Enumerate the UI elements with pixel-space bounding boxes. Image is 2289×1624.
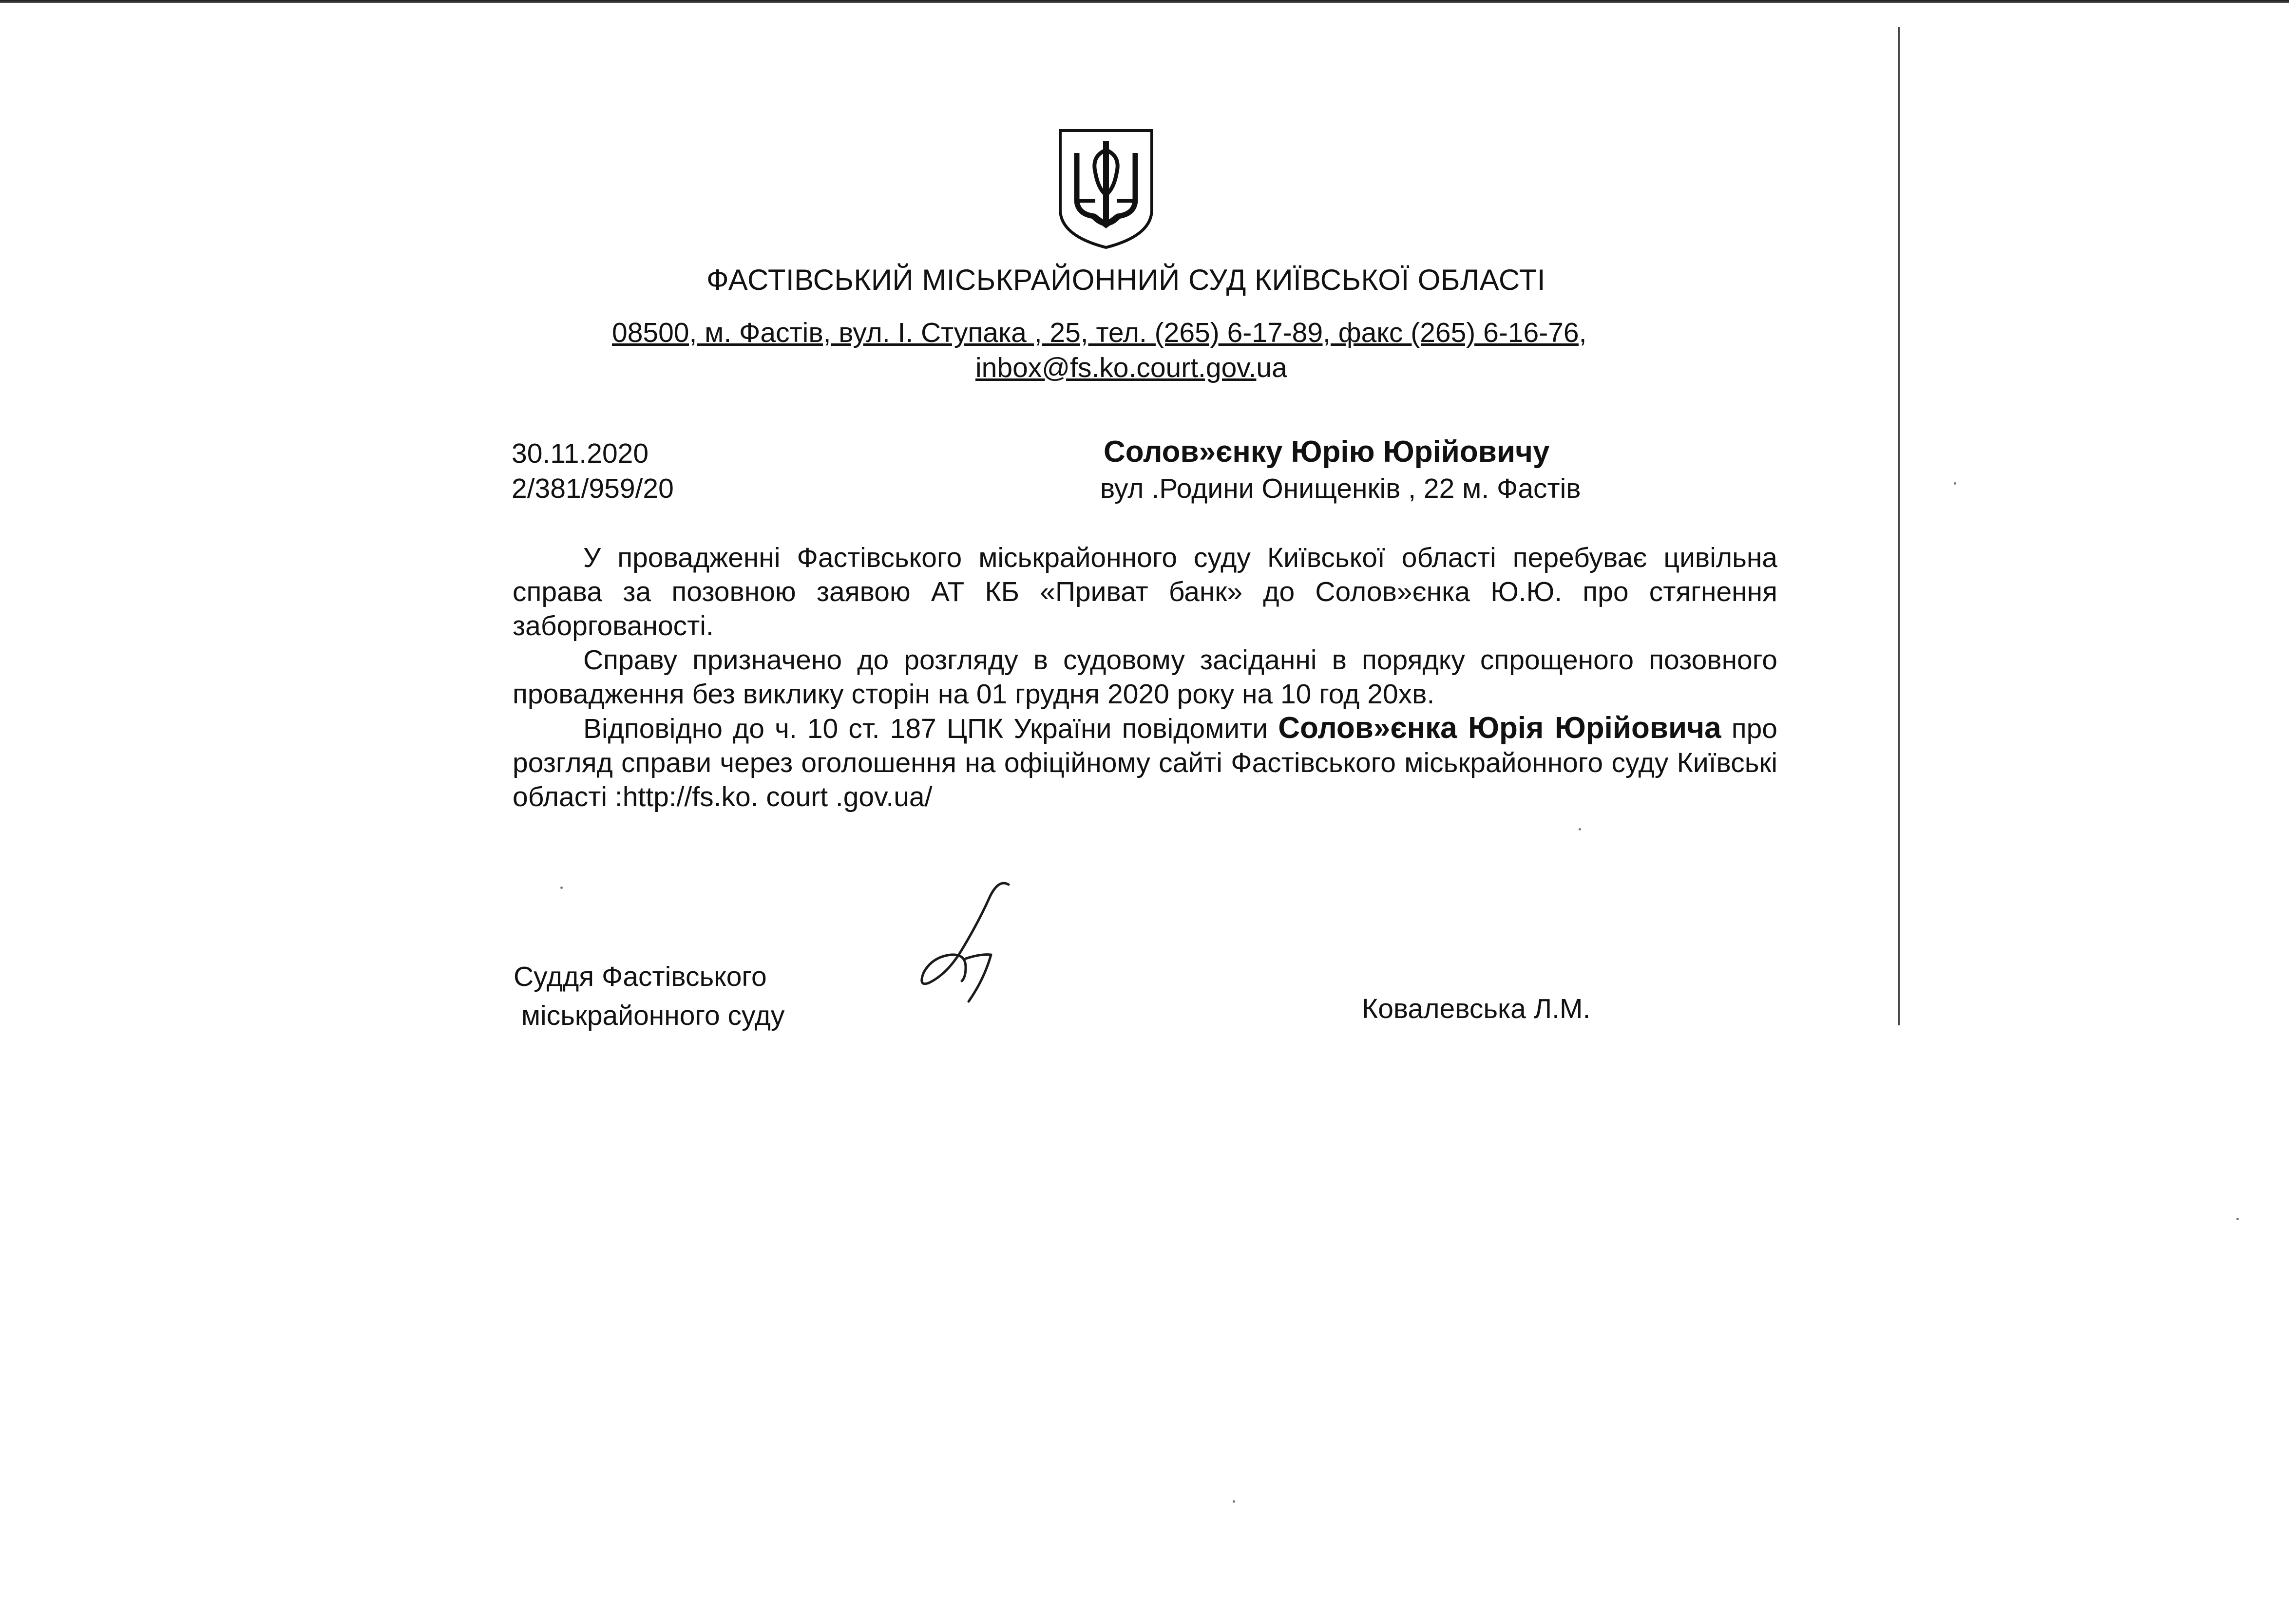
court-name: ФАСТІВСЬКИЙ МІСЬКРАЙОННИЙ СУД КИЇВСЬКОЇ ОБЛАСТІ: [706, 264, 1546, 296]
court-email-tld: ua: [1256, 352, 1287, 383]
judge-name: Ковалевська Л.М.: [1362, 993, 1591, 1024]
scan-speck: [560, 887, 563, 889]
body-paragraph-3: [513, 711, 1777, 814]
scan-fold-line: [1898, 27, 1900, 1025]
trident-coat-of-arms-icon: [1056, 128, 1156, 250]
handwritten-signature: [911, 877, 1028, 1008]
scan-speck: [1954, 482, 1956, 485]
court-address: 08500, м. Фастів, вул. І. Ступака , 25, тел. (265) 6-17-89, факс (265) 6-16-76,: [612, 317, 1587, 348]
body-paragraph-3-end: про розгляд справи через оголошення на офіційному сайті Фастівського міськрайонного суду Київські області :http://fs.ko. court .gov.ua/: [513, 713, 1777, 812]
letter-date: 30.11.2020: [512, 438, 649, 469]
scan-speck: [1233, 1500, 1235, 1503]
case-number: 2/381/959/20: [512, 473, 674, 504]
court-email: [975, 352, 1287, 384]
scan-speck: [2236, 1218, 2239, 1220]
letter-body: [513, 541, 1777, 814]
defendant-name: Солов»єнка Юрія Юрійовича: [1278, 711, 1721, 745]
court-email-address: inbox@fs.ko.court.gov.: [975, 352, 1257, 383]
body-paragraph-3-start: Відповідно до ч. 10 ст. 187 ЦПК України повідомити: [583, 713, 1278, 744]
recipient-name: Солов»єнку Юрію Юрійовичу: [1104, 435, 1550, 469]
scan-top-edge: [0, 0, 2289, 3]
body-paragraph-1: У провадженні Фастівського міськрайонного суду Київської області перебуває цивільна справа за позовною заявою АТ КБ «Приват банк» до Солов»єнка Ю.Ю. про стягнення заборгованості.: [513, 542, 1777, 642]
body-paragraph-2: Справу призначено до розгляду в судовому засіданні в порядку спрощеного позовного провадження без виклику сторін на 01 грудня 2020 року на 10 год 20хв.: [513, 644, 1777, 710]
recipient-address: вул .Родини Онищенків , 22 м. Фастів: [1100, 473, 1581, 504]
scan-speck: [1579, 828, 1581, 831]
judge-title: Суддя Фастівського міськрайонного суду: [514, 961, 785, 1031]
